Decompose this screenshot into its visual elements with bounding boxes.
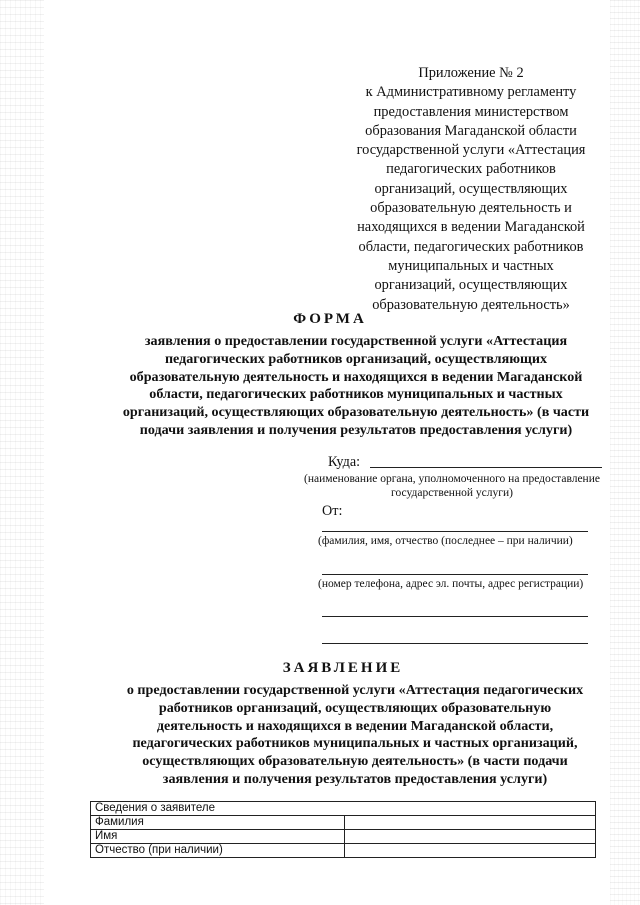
applicant-info-table [90, 801, 596, 858]
form-subtitle-line: организаций, осуществляющих образовательную деятельность» (в части [122, 404, 590, 421]
statement-subtitle-line: осуществляющих образовательную деятельность» (в части подачи [142, 753, 568, 770]
appendix-line: предоставления министерством [373, 103, 569, 120]
table-row [91, 830, 596, 844]
statement-subtitle-line: педагогических работников муниципальных и частных организаций, [132, 735, 578, 752]
statement-subtitle-line: работников организаций, осуществляющих образовательную [158, 699, 552, 716]
to-field[interactable] [370, 467, 602, 468]
statement-title: ЗАЯВЛЕНИЕ [282, 660, 404, 676]
contact-caption: (номер телефона, адрес эл. почты, адрес регистрации) [318, 578, 584, 590]
appendix-line: области, педагогических работников [358, 238, 584, 255]
form-subtitle-line: области, педагогических работников муниципальных и частных [149, 386, 563, 403]
row-label-firstname: Имя [91, 830, 345, 844]
appendix-line: образовательную деятельность» [372, 296, 570, 313]
appendix-line: педагогических работников [386, 161, 556, 178]
statement-subtitle-line: деятельность и находящихся в ведении Магаданской области, [156, 717, 554, 734]
appendix-line: государственной услуги «Аттестация [356, 142, 586, 159]
table-header-cell: Сведения о заявителе [91, 802, 596, 816]
scan-edge-right [610, 0, 640, 905]
contact-field[interactable] [322, 574, 588, 575]
row-value-surname[interactable] [345, 816, 596, 830]
name-caption: (фамилия, имя, отчество (последнее – при наличии) [318, 535, 573, 547]
table-row [91, 816, 596, 830]
appendix-header [340, 64, 602, 315]
form-subtitle-line: заявления о предоставлении государственной услуги «Аттестация [144, 333, 568, 349]
appendix-line: к Административному регламенту [365, 84, 577, 101]
to-label: Куда: [328, 454, 361, 470]
contact-field-extra-2[interactable] [322, 643, 588, 644]
row-value-patronymic[interactable] [345, 844, 596, 858]
row-label-patronymic: Отчество (при наличии) [91, 844, 345, 858]
to-caption-line: (наименование органа, уполномоченного на предоставление [304, 473, 600, 485]
from-label: От: [322, 503, 343, 519]
name-field[interactable] [322, 531, 588, 532]
form-subtitle [96, 333, 616, 440]
statement-subtitle [100, 682, 610, 789]
to-caption-line: государственной услуги) [391, 487, 513, 499]
statement-subtitle-line: заявления и получения результатов предоставления услуги) [162, 770, 548, 787]
table-header-row [91, 802, 596, 816]
form-subtitle-line: педагогических работников организаций, осуществляющих [164, 350, 548, 367]
row-label-surname: Фамилия [91, 816, 345, 830]
appendix-line: организаций, осуществляющих [374, 180, 568, 197]
row-value-firstname[interactable] [345, 830, 596, 844]
statement-subtitle-line: о предоставлении государственной услуги «Аттестация педагогических [126, 682, 584, 698]
appendix-line: образования Магаданской области [365, 122, 577, 139]
appendix-line: находящихся в ведении Магаданской [357, 219, 585, 236]
table-row [91, 844, 596, 858]
form-subtitle-line: подачи заявления и получения результатов предоставления услуги) [139, 421, 573, 438]
appendix-line: образовательную деятельность и [370, 200, 572, 217]
scan-edge-left [0, 0, 44, 905]
to-caption [296, 472, 608, 500]
appendix-line: организаций, осуществляющих [374, 277, 568, 294]
appendix-line: Приложение № 2 [418, 65, 524, 81]
form-subtitle-line: образовательную деятельность и находящихся в ведении Магаданской [129, 368, 583, 385]
appendix-line: муниципальных и частных [388, 257, 554, 274]
form-title: ФОРМА [293, 311, 367, 327]
contact-field-extra-1[interactable] [322, 616, 588, 617]
